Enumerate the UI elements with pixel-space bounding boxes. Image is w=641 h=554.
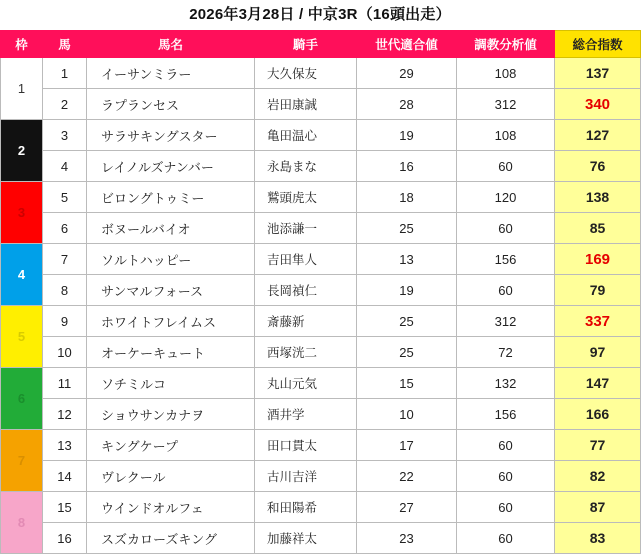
generation-fit-value-cell: 15 [357,368,457,399]
horse-number-cell: 8 [43,275,87,306]
jockey-cell: 和田陽希 [255,492,357,523]
total-index-cell: 79 [555,275,641,306]
waku-cell: 4 [1,244,43,306]
horse-name-cell: イーサンミラー [87,58,255,89]
horse-number-cell: 9 [43,306,87,337]
training-analysis-value-cell: 108 [457,120,555,151]
generation-fit-value-cell: 25 [357,213,457,244]
table-row[interactable] [1,275,641,306]
horse-name-cell: オーケーキュート [87,337,255,368]
table-row[interactable] [1,213,641,244]
training-analysis-value-cell: 60 [457,275,555,306]
horse-name-cell: ソチミルコ [87,368,255,399]
training-analysis-value-cell: 72 [457,337,555,368]
total-index-cell: 76 [555,151,641,182]
waku-cell: 1 [1,58,43,120]
column-header-jockey: 騎手 [255,31,357,58]
jockey-cell: 亀田温心 [255,120,357,151]
horse-number-cell: 7 [43,244,87,275]
table-header-row [1,31,641,58]
horse-number-cell: 16 [43,523,87,554]
horse-number-cell: 15 [43,492,87,523]
horse-name-cell: キングケープ [87,430,255,461]
table-row[interactable] [1,89,641,120]
total-index-cell: 83 [555,523,641,554]
total-index-cell: 77 [555,430,641,461]
training-analysis-value-cell: 60 [457,461,555,492]
jockey-cell: 長岡禎仁 [255,275,357,306]
generation-fit-value-cell: 13 [357,244,457,275]
horse-name-cell: サンマルフォース [87,275,255,306]
total-index-cell: 137 [555,58,641,89]
column-header-name: 馬名 [87,31,255,58]
jockey-cell: 鷲頭虎太 [255,182,357,213]
waku-cell: 5 [1,306,43,368]
training-analysis-value-cell: 132 [457,368,555,399]
table-row[interactable] [1,368,641,399]
table-row[interactable] [1,430,641,461]
training-analysis-value-cell: 312 [457,306,555,337]
horse-name-cell: ホワイトフレイムス [87,306,255,337]
jockey-cell: 斎藤新 [255,306,357,337]
table-header [1,31,641,58]
horse-number-cell: 1 [43,58,87,89]
total-index-cell: 82 [555,461,641,492]
horse-number-cell: 5 [43,182,87,213]
jockey-cell: 加藤祥太 [255,523,357,554]
table-row[interactable] [1,399,641,430]
horse-number-cell: 11 [43,368,87,399]
column-header-sougou: 総合指数 [555,31,641,58]
table-row[interactable] [1,306,641,337]
waku-cell: 6 [1,368,43,430]
total-index-cell: 85 [555,213,641,244]
waku-cell: 8 [1,492,43,554]
horse-name-cell: ボヌールバイオ [87,213,255,244]
total-index-cell: 87 [555,492,641,523]
jockey-cell: 酒井学 [255,399,357,430]
horse-name-cell: ビロングトゥミー [87,182,255,213]
jockey-cell: 池添謙一 [255,213,357,244]
horse-name-cell: レイノルズナンバー [87,151,255,182]
total-index-cell: 147 [555,368,641,399]
training-analysis-value-cell: 60 [457,213,555,244]
generation-fit-value-cell: 19 [357,275,457,306]
horse-name-cell: ヴレクール [87,461,255,492]
jockey-cell: 岩田康誠 [255,89,357,120]
generation-fit-value-cell: 22 [357,461,457,492]
generation-fit-value-cell: 16 [357,151,457,182]
training-analysis-value-cell: 156 [457,244,555,275]
column-header-uma: 馬 [43,31,87,58]
total-index-cell: 169 [555,244,641,275]
training-analysis-value-cell: 60 [457,492,555,523]
jockey-cell: 田口貫太 [255,430,357,461]
table-row[interactable] [1,151,641,182]
total-index-cell: 166 [555,399,641,430]
generation-fit-value-cell: 28 [357,89,457,120]
jockey-cell: 永島まな [255,151,357,182]
generation-fit-value-cell: 23 [357,523,457,554]
total-index-cell: 337 [555,306,641,337]
table-row[interactable] [1,492,641,523]
horse-number-cell: 13 [43,430,87,461]
waku-cell: 7 [1,430,43,492]
race-index-table [0,30,641,554]
generation-fit-value-cell: 19 [357,120,457,151]
training-analysis-value-cell: 156 [457,399,555,430]
jockey-cell: 吉田隼人 [255,244,357,275]
generation-fit-value-cell: 27 [357,492,457,523]
training-analysis-value-cell: 120 [457,182,555,213]
horse-number-cell: 2 [43,89,87,120]
horse-number-cell: 10 [43,337,87,368]
total-index-cell: 97 [555,337,641,368]
waku-cell: 2 [1,120,43,182]
horse-name-cell: ショウサンカナヲ [87,399,255,430]
generation-fit-value-cell: 29 [357,58,457,89]
horse-name-cell: スズカローズキング [87,523,255,554]
table-row[interactable] [1,461,641,492]
horse-name-cell: ラプランセス [87,89,255,120]
total-index-cell: 127 [555,120,641,151]
training-analysis-value-cell: 60 [457,523,555,554]
column-header-waku: 枠 [1,31,43,58]
horse-name-cell: ウインドオルフェ [87,492,255,523]
table-row[interactable] [1,523,641,554]
table-body [1,58,641,554]
table-row[interactable] [1,58,641,89]
horse-number-cell: 3 [43,120,87,151]
total-index-cell: 138 [555,182,641,213]
horse-number-cell: 14 [43,461,87,492]
table-row[interactable] [1,337,641,368]
generation-fit-value-cell: 17 [357,430,457,461]
column-header-choukyou: 調教分析値 [457,31,555,58]
generation-fit-value-cell: 18 [357,182,457,213]
horse-number-cell: 4 [43,151,87,182]
generation-fit-value-cell: 25 [357,306,457,337]
column-header-sedai: 世代適合値 [357,31,457,58]
horse-number-cell: 12 [43,399,87,430]
page-title: 2026年3月28日 / 中京3R（16頭出走） [189,6,451,23]
training-analysis-value-cell: 60 [457,151,555,182]
training-analysis-value-cell: 108 [457,58,555,89]
jockey-cell: 大久保友 [255,58,357,89]
horse-number-cell: 6 [43,213,87,244]
horse-name-cell: サラサキングスター [87,120,255,151]
jockey-cell: 古川吉洋 [255,461,357,492]
jockey-cell: 西塚洸二 [255,337,357,368]
total-index-cell: 340 [555,89,641,120]
generation-fit-value-cell: 25 [357,337,457,368]
horse-name-cell: ソルトハッピー [87,244,255,275]
table-row[interactable] [1,182,641,213]
table-row[interactable] [1,244,641,275]
waku-cell: 3 [1,182,43,244]
table-row[interactable] [1,120,641,151]
generation-fit-value-cell: 10 [357,399,457,430]
jockey-cell: 丸山元気 [255,368,357,399]
training-analysis-value-cell: 312 [457,89,555,120]
training-analysis-value-cell: 60 [457,430,555,461]
